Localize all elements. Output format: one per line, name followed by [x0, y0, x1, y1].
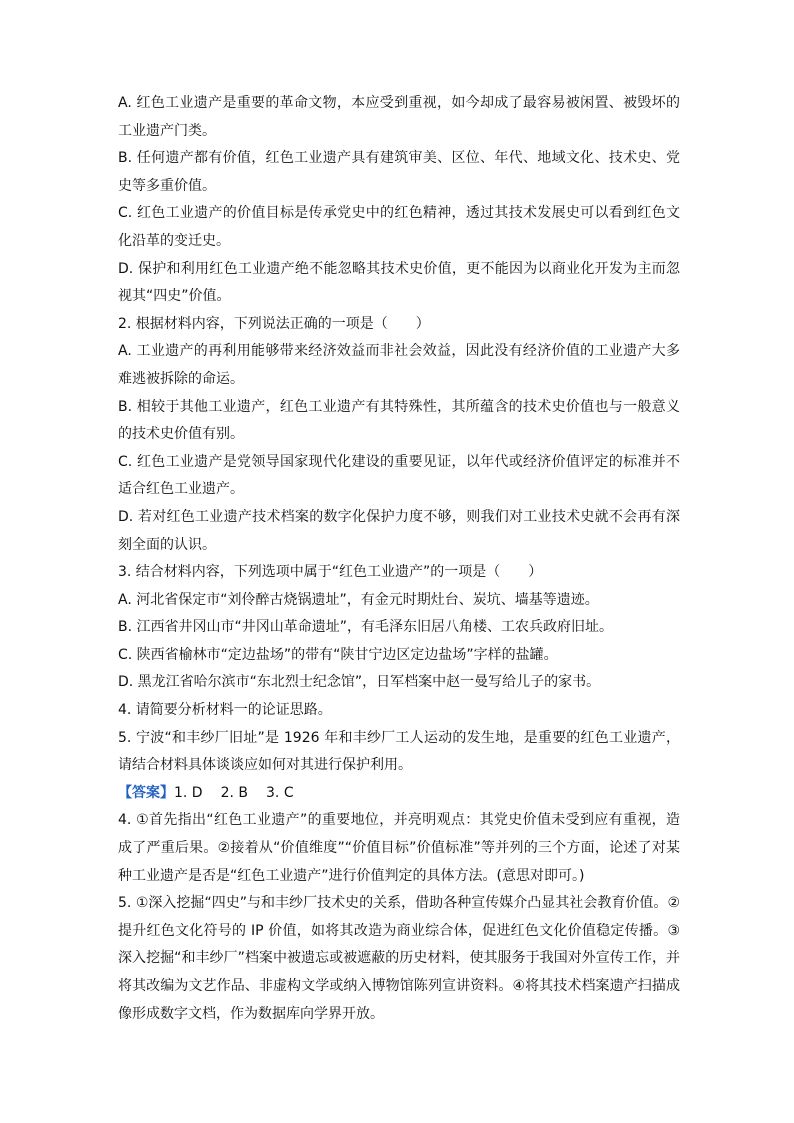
answer-2: 2. B [220, 784, 249, 801]
q3-option-c: C. 陕西省榆林市“定边盐场”的带有“陕甘宁边区定边盐场”字样的盐罐。 [118, 646, 558, 663]
q1-option-d: D. 保护和利用红色工业遗产绝不能忽略其技术史价值，更不能因为以商业化开发为主而忽视其“四史”价值。 [118, 260, 680, 305]
answer-label: 【答案】 [118, 784, 174, 801]
q3-option-d: D. 黑龙江省哈尔滨市“东北烈士纪念馆”，日军档案中赵一曼写给儿子的家书。 [118, 674, 601, 691]
q2-option-a: A. 工业遗产的再利用能够带来经济效益而非社会效益，因此没有经济价值的工业遗产大多难逃被拆除的命运。 [118, 343, 680, 387]
answer-5: 5. ①深入挖掘“四史”与和丰纱厂技术史的关系，借助各种宣传媒介凸显其社会教育价值。②提升红色文化符号的 IP 价值，如将其改造为商业综合体，促进红色文化价值稳定传播。③深入挖掘“和丰纱厂”档案中被遗忘或被遮蔽的历史材料，使其服务于我国对外宣传工作，并将其改编为文艺作品、非虚构文学或纳入博物馆陈列宣讲资料。④将其技术档案遗产扫描成像形成数字文档，作为数据库向学界开放。 [118, 895, 680, 1022]
q3-option-a: A. 河北省保定市“刘伶醉古烧锅遗址”，有金元时期灶台、炭坑、墙基等遗迹。 [118, 591, 599, 608]
q5-stem: 5. 宁波“和丰纱厂旧址”是 1926 年和丰纱厂工人运动的发生地，是重要的红色工业遗产，请结合材料具体谈谈应如何对其进行保护利用。 [118, 729, 680, 774]
q4-stem: 4. 请简要分析材料一的论证思路。 [118, 702, 332, 719]
q1-option-b: B. 任何遗产都有价值，红色工业遗产具有建筑审美、区位、年代、地域文化、技术史、党史等多重价值。 [118, 150, 680, 194]
document-page [118, 90, 680, 1028]
q1-option-c: C. 红色工业遗产的价值目标是传承党史中的红色精神，透过其技术发展史可以看到红色文化沿革的变迁史。 [118, 205, 680, 249]
answer-line [118, 780, 680, 808]
q2-option-c: C. 红色工业遗产是党领导国家现代化建设的重要见证，以年代或经济价值评定的标准并不适合红色工业遗产。 [118, 453, 680, 498]
q2-option-b: B. 相较于其他工业遗产，红色工业遗产有其特殊性，其所蕴含的技术史价值也与一般意义的技术史价值有别。 [118, 398, 680, 443]
answer-3: 3. C [266, 784, 294, 801]
q3-stem: 3. 结合材料内容，下列选项中属于“红色工业遗产”的一项是（ ） [118, 564, 543, 581]
answer-4: 4. ①首先指出“红色工业遗产”的重要地位，并亮明观点：其党史价值未受到应有重视，造成了严重后果。②接着从“价值维度”“价值目标”价值标准”等并列的三个方面，论述了对某种工业遗产是否是“红色工业遗产”进行价值判定的具体方法。(意思对即可。) [118, 812, 680, 884]
q3-option-b: B. 江西省井冈山市“井冈山革命遗址”，有毛泽东旧居八角楼、工农兵政府旧址。 [118, 619, 614, 636]
answer-1: 1. D [174, 784, 203, 801]
q2-option-d: D. 若对红色工业遗产技术档案的数字化保护力度不够，则我们对工业技术史就不会再有深刻全面的认识。 [118, 508, 680, 553]
q1-option-a: A. 红色工业遗产是重要的革命文物，本应受到重视，如今却成了最容易被闲置、被毁坏的工业遗产门类。 [118, 95, 680, 139]
q2-stem: 2. 根据材料内容，下列说法正确的一项是（ ） [118, 315, 430, 332]
